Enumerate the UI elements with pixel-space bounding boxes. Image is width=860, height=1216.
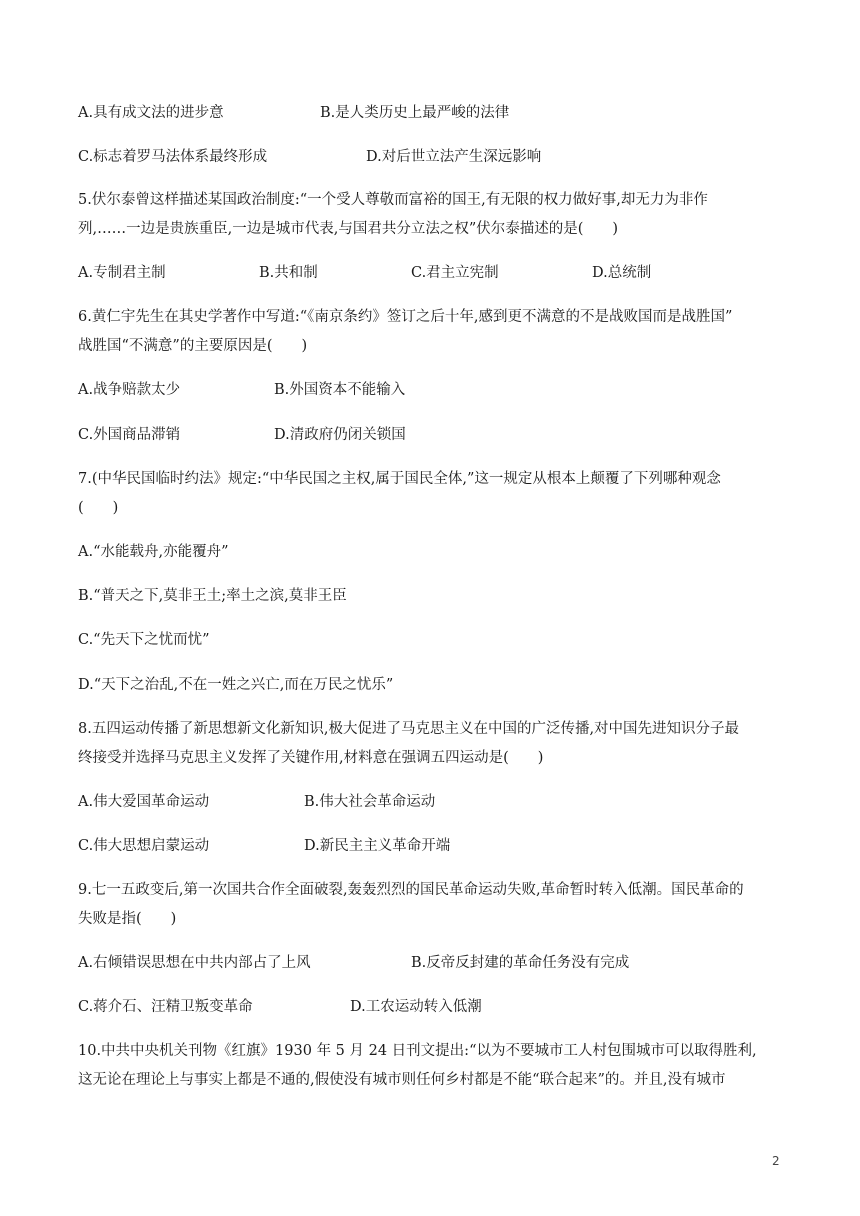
q7-option-d: D.“天下之治乱,不在一姓之兴亡,而在万民之忧乐” (78, 677, 394, 693)
q4-option-a: A.具有成文法的进步意 (78, 105, 224, 121)
q4-option-b: B.是人类历史上最严峻的法律 (320, 105, 510, 121)
q8-option-b: B.伟大社会革命运动 (304, 794, 436, 810)
q9-option-b: B.反帝反封建的革命任务没有完成 (411, 955, 630, 971)
page-number: 2 (772, 1154, 780, 1168)
q5-stem-line2: 列,……一边是贵族重臣,一边是城市代表,与国君共分立法之权”伏尔泰描述的是( ) (78, 221, 619, 237)
q5-option-b: B.共和制 (259, 265, 318, 281)
q8-option-d: D.新民主主义革命开端 (304, 838, 451, 854)
q9-option-d: D.工农运动转入低潮 (350, 999, 482, 1015)
q5-option-a: A.专制君主制 (78, 265, 166, 281)
q8-option-a: A.伟大爱国革命运动 (78, 794, 210, 810)
q6-option-b: B.外国资本不能输入 (274, 382, 406, 398)
q10-stem-line1: 10.中共中央机关刊物《红旗》1930 年 5 月 24 日刊文提出:“以为不要城市工人村包围城市可以取得胜利, (78, 1043, 757, 1059)
q9-option-a: A.右倾错误思想在中共内部占了上风 (78, 955, 311, 971)
q6-stem-line2: 战胜国“不满意”的主要原因是( ) (78, 338, 308, 354)
q6-stem-line1: 6.黄仁宇先生在其史学著作中写道:“《南京条约》签订之后十年,感到更不满意的不是战败国而是战胜国” (78, 309, 733, 325)
q9-stem-line2: 失败是指( ) (78, 911, 177, 927)
q8-option-c: C.伟大思想启蒙运动 (78, 838, 210, 854)
q5-option-c: C.君主立宪制 (411, 265, 499, 281)
q8-stem-line1: 8.五四运动传播了新思想新文化新知识,极大促进了马克思主义在中国的广泛传播,对中国先进知识分子最 (78, 721, 740, 737)
q9-option-c: C.蒋介石、汪精卫叛变革命 (78, 999, 253, 1015)
q6-option-a: A.战争赔款太少 (78, 382, 181, 398)
q7-option-a: A.“水能载舟,亦能覆舟” (78, 544, 229, 560)
q6-option-d: D.清政府仍闭关锁国 (274, 427, 406, 443)
q7-option-b: B.“普天之下,莫非王土;率土之滨,莫非王臣 (78, 588, 347, 604)
q5-option-d: D.总统制 (592, 265, 652, 281)
q7-stem-line1: 7.(中华民国临时约法》规定:“中华民国之主权,属于国民全体,”这一规定从根本上颠覆了下列哪种观念 (78, 471, 721, 487)
q9-stem-line1: 9.七一五政变后,第一次国共合作全面破裂,轰轰烈烈的国民革命运动失败,革命暂时转入低潮。国民革命的 (78, 882, 744, 898)
q7-option-c: C.“先天下之忧而忧” (78, 632, 210, 648)
q5-stem-line1: 5.伏尔泰曾这样描述某国政治制度:“一个受人尊敬而富裕的国王,有无限的权力做好事,却无力为非作 (78, 192, 708, 208)
q4-option-d: D.对后世立法产生深远影响 (366, 149, 542, 165)
q7-stem-line2: ( ) (78, 500, 119, 516)
q10-stem-line2: 这无论在理论上与事实上都是不通的,假使没有城市则任何乡村都是不能“联合起来”的。并且,没有城市 (78, 1072, 726, 1088)
q8-stem-line2: 终接受并选择马克思主义发挥了关键作用,材料意在强调五四运动是( ) (78, 750, 544, 766)
q6-option-c: C.外国商品滞销 (78, 427, 181, 443)
q4-option-c: C.标志着罗马法体系最终形成 (78, 149, 268, 165)
